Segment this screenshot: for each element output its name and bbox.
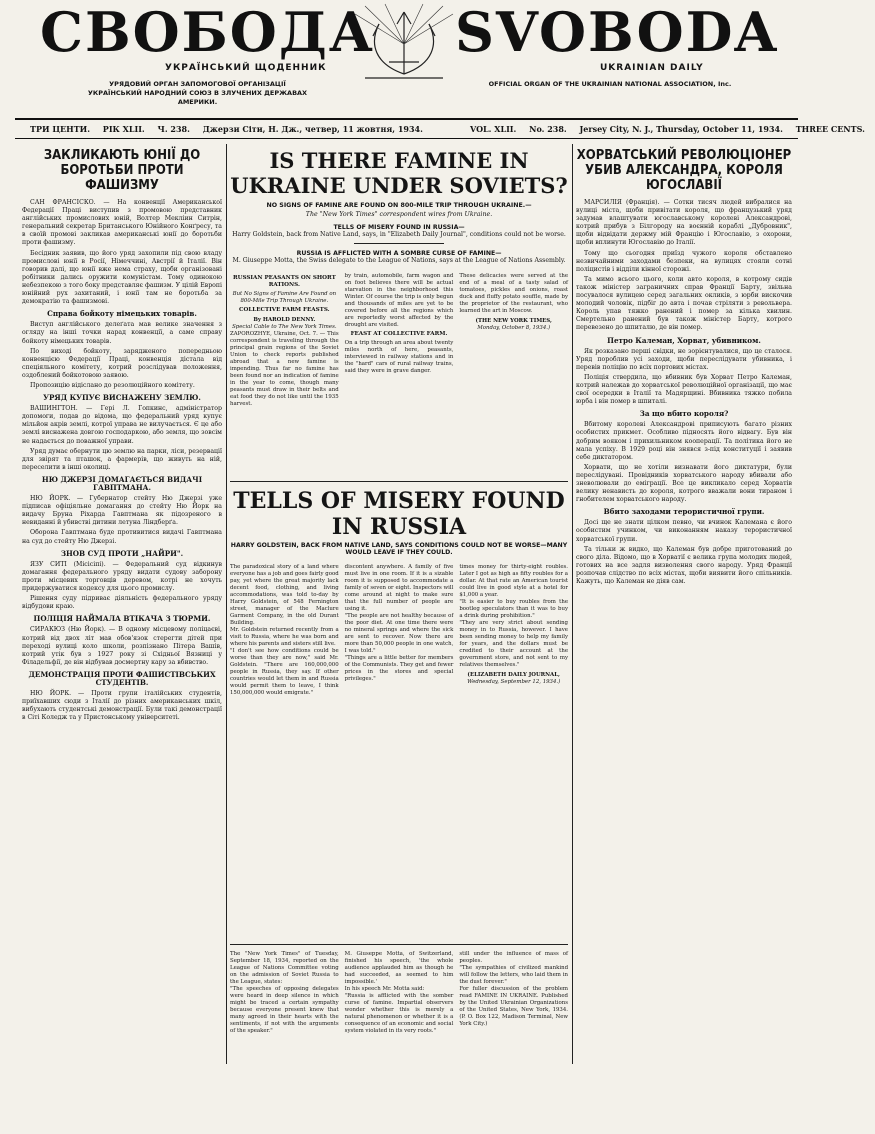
volume-uk: РІК XLII.	[102, 124, 145, 134]
article-paragraph: "Things are a little better for members of the Communists. They get and fewer prices in the stores and special privileges."	[344, 655, 454, 682]
number-uk: Ч. 238.	[157, 124, 190, 134]
secondary-deck: HARRY GOLDSTEIN, BACK FROM NATIVE LAND, SAYS CONDITIONS COULD NOT BE WORSE—MANY WOULD LEAVE IF THEY COULD.	[230, 542, 568, 556]
special-cable: Special Cable to The New York Times.	[232, 324, 337, 330]
number-en: No. 238.	[529, 124, 567, 134]
article-paragraph: "The sympathies of civilized mankind will follow the letters, who laid them in the dust forever."	[459, 965, 569, 985]
article-paragraph: Тому що сьогодня приїзд чужого короля обставлено незвичайними заходами безпеки, на вулицях стояли сотні поліцистів і відділи кінної сторожі.	[576, 249, 792, 273]
dateline-rule	[15, 138, 798, 139]
dateline-ukrainian	[30, 124, 433, 134]
article-paragraph: СИРАКЮЗ (Ню Йорк). — В одному місцевому поліцаєві, котрий від двох літ мав обов'язок стерегти дітей при переході вулиці коло школи, розпізнано Пітера Вашів, котрий утік був з 1927 року зі Східньої Вязниці у Філадельфії, де він відбував досмертну кару за вбивство.	[22, 626, 222, 666]
official-organ-english: OFFICIAL ORGAN OF THE UKRAINIAN NATIONAL ASSOCIATION, Inc.	[488, 80, 732, 88]
column-divider	[226, 144, 227, 1064]
subdeck-body: Harry Goldstein, back from Native Land, says, in "Elizabeth Daily Journal", conditions could not be worse.	[232, 231, 566, 238]
main-deck-italic: The "New York Times" correspondent wires from Ukraine.	[305, 211, 493, 218]
article-paragraph: ВАШИНГТОН. — Гері Л. Гопкинс, адміністратор допомоги, подав до відома, що федеральний уряд купує мільйон акрів землі, котрої управа не вилучається. Є це або землі виснажена довгою господаркою, або земля, що зовсім не надається до поважної управи.	[22, 405, 222, 445]
article-column	[459, 273, 568, 473]
left-column	[22, 148, 222, 1063]
article-paragraph: НЮ ЙОРК. — Губернатор стейту Ню Джерзі уже підписав офіціяльне домагання до стейту Ню Йорк на видачу Бруна Ріхарда Гавптмана як підозреного в невиданні й убивстві дитини летуна Ліндберґа.	[22, 495, 222, 527]
article-paragraph: Поліція ствердила, що вбивник був Хорват Петро Калеман, котрий належав до хорватської революційної організації, що має свої осередки в Італії та Мадярщині. Вбивника тяжко побила юрба і він помер в шпиталі.	[576, 373, 792, 406]
article-paragraph: Як розказано перші свідки, не зорієнтувалися, що це сталося. Уряд пороблив усі заходи, щоби переслідувати убивника, і перевів поліцію по всіх портових містах.	[576, 347, 792, 371]
article-paragraph: "It is easier to buy roubles from the bootleg speculators than it was to buy a drink during prohibition."	[459, 599, 569, 619]
price-uk: ТРИ ЦЕНТИ.	[30, 124, 90, 134]
article-paragraph: On a trip through an area about twenty miles north of here, peasants, interviewed in railway stations and in the "hard" cars of rural railway trains, said they were in grave danger.	[344, 340, 454, 374]
subheading: Справа бойкоту німецьких товарів.	[47, 309, 197, 319]
article-paragraph: ЯЗУ СИТІ (Місісіпі). — Федеральний суд відкинув домагання федерального уряду видати судову заборону проти місцевих торговців деревом, котрі не хочуть придержуватися кодексу для цього промислу.	[22, 560, 222, 593]
source-date: Monday, October 8, 1934.)	[477, 325, 551, 331]
article-column	[345, 564, 454, 934]
official-organ-ukrainian: УРЯДОВИЙ ОРГАН ЗАПОМОГОВОЇ ОРГАНІЗАЦІЇ УКРАЇНСЬКИЙ НАРОДНИЙ СОЮЗ В ЗЛУЧЕНИХ ДЕРЖАВАХ АМЕРИКИ.	[87, 80, 308, 106]
article-paragraph: Рішення суду підриває діяльність федерального уряду відбудови краю.	[22, 595, 222, 611]
subheading: ПОЛІЦІЯ НАЙМАЛА ВТІКАЧА З ТЮРМИ.	[33, 614, 211, 624]
main-headline: IS THERE FAMINE IN UKRAINE UNDER SOVIETS?	[230, 148, 568, 198]
article-column	[459, 951, 568, 1134]
masthead-subtitle-ukrainian: УКРАЇНСЬКИЙ ЩОДЕННИК	[165, 63, 327, 73]
subheading: ЗНОВ СУД ПРОТИ „НАЙРИ".	[60, 548, 184, 558]
article-paragraph: Хорвати, що не хотіли визнавати його диктатури, були переслідувані. Провідників хорватського народу вбивали або зневолювали до еміграції. Все це викликало серед Хорватів велику ненависть до короля, котрого вважали вони тираном і гнобителем хорватського народу.	[576, 463, 792, 504]
article-paragraph: ZAPOROZHYE, Ukraine, Oct. 7. — This correspondent is traveling through the principal grain regions of the Soviet Union to check reports published abroad that a new famine is impending. Thus far no famine has been found nor an indication of famine in the year to come, though many peasants must draw in their belts and eat food they do not like until the 1935 harvest.	[230, 331, 339, 407]
article-paragraph: Бесідник заявив, що його уряд захопили під свою владу промислові юнії в Росії, Німеччині, Австрії й Італії. Він говорив далі, що юнії вже нема страху, щоби організовані робітники дались оружити комуністам. Тому одинокою небезпекою з того боку представляє фашизм. У цілій Европі юнійний рух захитаний, і юнії там не боротьба за демократію та фашизмові.	[22, 249, 222, 306]
right-column	[576, 148, 792, 1063]
article-paragraph: Пропозицію відіслано до резолюційного комітету.	[30, 381, 195, 389]
left-headline: ЗАКЛИКАЮТЬ ЮНІЇ ДО БОРОТЬБИ ПРОТИ ФАШИЗМУ	[43, 148, 201, 193]
article-paragraph: The paradoxical story of a land where everyone has a job and goes fairly good pay, yet where the great majority lack decent food, clothing, and living accommodations, was told to-day by Harry Goldstein, of 548 Fernington street, manager of the Maclure Garment Company, in the old Durant Building.	[230, 564, 339, 626]
price-en: THREE CENTS.	[795, 124, 865, 134]
article-column	[230, 273, 339, 473]
right-headline: ХОРВАТСЬКИЙ РЕВОЛЮЦІОНЕР УБИВ АЛЕКСАНДРА, КОРОЛЯ ЮГОСЛАВІЇ	[576, 148, 792, 193]
column-headline: FEAST AT COLLECTIVE FARM.	[350, 331, 448, 337]
article-paragraph: For fuller discussion of the problem read FAMINE IN UKRAINE. Published by the United Ukrainian Organizations of the United States, New York, 1934. (P. O. Box 122, Madison Terminal, New York City.)	[459, 986, 569, 1027]
subheading: За що вбито короля?	[639, 409, 729, 419]
article-paragraph: "The speeches of opposing delegates were heard in deep silence in which might be traced a certain sympathy because everyone present knew that many agreed in their hearts with the sentiments, if not with the arguments of the speaker."	[230, 986, 339, 1034]
times-article	[230, 273, 568, 473]
article-paragraph: НЮ ЙОРК. — Проти групи італійських студентів, приїхавших сюди з Італії до різних американських шкіл, вибухають студентські демонстрації. Були такі демонстрації в Сіті Коледж та у Пристонському університеті.	[22, 690, 222, 722]
subheading: ДЕМОНСТРАЦІЯ ПРОТИ ФАШИСТІВСЬКИХ СТУДЕНТІВ.	[28, 669, 216, 687]
article-paragraph: discontent anywhere. A family of five must live in one room. If it is a sizable room it is supposed to accommodate a family of seven or eight. Inspectors will come around at night to make sure that the full number of people are using it.	[344, 564, 454, 612]
column-headline: COLLECTIVE FARM FEASTS.	[239, 307, 330, 313]
column-divider	[572, 144, 573, 1064]
article-paragraph: Та мимо всього цього, коли авто короля, в котрому сидів також міністер заграничних справ Франції Барту, звільна посувалося вулицею серед загальних окликів, з юрби вискочив молодий чоловік, підбіг до авта і почав стріляти з револьвера. Король упав тяжко ранений і помер за кілька хвилин. Смертельно ранений був також міністер Барту, котрого перевезено до шпиталю, де він помер.	[576, 275, 792, 332]
trident-emblem-icon	[345, 4, 463, 82]
article-paragraph: These delicacies were served at the end of a meal of a tasty salad of tomatoes, pickles and onions, roast duck and fluffy potato souffle, made by the proprietor of the restaurant, who learned the art in Moscow.	[459, 273, 569, 314]
source-date: Wednesday, September 12, 1934.)	[467, 679, 561, 685]
secondary-headline: TELLS OF MISERY FOUND IN RUSSIA	[230, 481, 568, 540]
masthead-title-english: SVOBODA	[455, 0, 779, 64]
article-paragraph: Досі ще не знати цілком певно, чи вчинок Калемана є його особистим учинком, чи виконанням наказу терористичної хорватської групи.	[576, 519, 792, 543]
article-paragraph: "The people are not healthy because of the poor diet. At one time there were no mineral springs and where the sick are sent to recover. Now there are more than 50,000 people in one watch, I was told."	[344, 613, 454, 654]
divider	[354, 243, 444, 244]
article-paragraph: In his speech Mr. Motta said:	[344, 986, 425, 992]
article-paragraph: "They are very strict about sending money in to Russia, however. I have been sending money to help my family for years, and the dollars must be credited to their account at the government store, and not sent to my relatives themselves."	[459, 620, 569, 668]
article-paragraph: "I don't see how conditions could be worse than they are now," said Mr. Goldstein. "There are 160,000,000 people in Russia, they say. If other countries would let them in and Russia would permit them to leave, I think 150,000,000 would emigrate."	[230, 648, 339, 696]
article-paragraph: times money for thirty-eight roubles. Later I got as high as fifty roubles for a dollar. At that rate an American tourist could live in good style at a hotel for $1,000 a year.	[459, 564, 569, 598]
article-paragraph: still under the influence of mass of peoples.	[459, 951, 569, 964]
article-column	[230, 951, 339, 1134]
masthead-subtitle-english: UKRAINIAN DAILY	[600, 63, 704, 73]
article-paragraph: МАРСИЛІЯ (Франція). — Сотки тисяч людей вибралися на вулиці міста, щоби привітати короля, що французький уряд задумав влаштувати югославському королеві Александрові, котрий прибув з Білгороду на воєнній кораблі „Дубровник", щоби відвідати держму мій Францію і Югославію, з охорони, щоби вплинути Югославію до Італії.	[576, 199, 792, 247]
subdeck-body: M. Giuseppe Motta, the Swiss delegate to the League of Nations, says at the League of Nations Assembly.	[232, 257, 566, 264]
subheading: НЮ ДЖЕРЗІ ДОМАГАЄТЬСЯ ВИДАЧІ ГАВПТМАНА.	[41, 474, 203, 492]
article-column	[459, 564, 568, 934]
article-paragraph: САН ФРАНСІСКО. — На конвенції Американської Федерації Праці виступив з промовою представник англійських промислових юній, Волтер Мекліин Ситрін, генеральний секретар Британського Юнійного Конґресу, та в своїй промові закликав американські юнії до боротьби проти фашизму.	[22, 199, 222, 247]
article-paragraph: "Russia is afflicted with the somber curse of famine. Impartial observers wonder whether this is merely a natural phenomenon or whether it is a consequence of an economic and social system violated in its very roots."	[344, 993, 454, 1034]
article-paragraph: Уряд думає обернути цю землю на парки, ліси, резервації для звірят та пташок, а фармерів, що живуть на ній, переселити в інші околиці.	[22, 447, 222, 471]
masthead-title-ukrainian: СВОБОДА	[40, 0, 375, 64]
subdeck-title: TELLS OF MISERY FOUND IN RUSSIA—	[333, 224, 465, 231]
article-paragraph: Вбитому королеві Александрові приписують багато різних особистих прикмет. Особливо підносять його відвагу. Був він добрим вояком і прихильником кооперації. Та політика його не мала успіху. В 1929 році він знявся з-під конституції і заявив себе диктатором.	[576, 421, 792, 461]
article-column	[230, 564, 339, 934]
column-headline: RUSSIAN PEASANTS ON SHORT RATIONS.	[232, 275, 336, 288]
article-paragraph: M. Giuseppe Motta, of Switzerland, finished his speech, 'the whole audience applauded him as though he had succeeded, as seemed to him impossible.'	[344, 951, 454, 985]
subheading: Вбито заходами терористичної групи.	[603, 507, 765, 517]
league-article	[230, 944, 568, 1134]
byline: By HAROLD DENNY.	[253, 317, 316, 323]
masthead-rule	[15, 118, 798, 120]
article-paragraph: by train, automobile, farm wagon and on foot believes there will be actual starvation in the neighborhood this Winter. Of course the trip is only begun and thousands of miles are yet to be covered before all the regions which are reportedly worst affected by the drought are visited.	[344, 273, 454, 328]
article-paragraph: The "New York Times" of Tuesday, September 18, 1934, reported on the League of Nations Committee voting on the admission of Soviet Russia to the League, states:	[230, 951, 339, 985]
article-column	[345, 273, 454, 473]
center-column	[230, 148, 568, 1063]
subdeck-title: RUSSIA IS AFFLICTED WITH A SOMBRE CURSE OF FAMINE—	[296, 250, 502, 257]
place-date-en: Jersey City, N. J., Thursday, October 11, 1934.	[579, 124, 783, 134]
column-subhead: But No Signs of Famine Are Found on 800-Mile Trip Through Ukraine.	[232, 291, 337, 304]
article-paragraph: Та тільки ж видко, що Калеман був добре приготований до свого діла. Відомо, що в Хорватії є велика група молодих людей, готових на все задля визволення свого народу. Уряд Франції розпочав слідство по всіх містах, щоби виявити його спільників. Кажуть, що Калеман не діяв сам.	[576, 545, 792, 586]
place-date-uk: Джерзи Сіти, Н. Дж., четвер, 11 жовтня, 1934.	[202, 124, 423, 134]
subheading: УРЯД КУПУЄ ВИСНАЖЕНУ ЗЕМЛЮ.	[43, 393, 201, 403]
article-paragraph: Виступ англійського делеґата мав велике значення з огляду на інші точки нарад конвенції, а саме справу бойкоту німецьких товарів.	[22, 321, 222, 345]
goldstein-article	[230, 564, 568, 934]
volume-en: VOL. XLII.	[470, 124, 517, 134]
source-credit: (THE NEW YORK TIMES,	[475, 318, 552, 324]
article-paragraph: Mr. Goldstein returned recently from a visit to Russia, where he was born and where his parents and sisters still live.	[230, 627, 339, 647]
main-deck: NO SIGNS OF FAMINE ARE FOUND ON 800-MILE TRIP THROUGH UKRAINE.—	[266, 202, 532, 209]
article-paragraph: Оборона Гавптмана буде противитися видачі Гавптмана на суд до стейту Ню Джерзі.	[22, 529, 222, 545]
article-paragraph: По виході бойкоту, зарядженого попередньою конвенцією Федерації Праці, конвенція дістала від спеціяльного комітету, котрий розслідував положення, оздоблений бойкотовою заявою.	[22, 347, 222, 379]
source-credit: (ELIZABETH DAILY JOURNAL,	[467, 672, 560, 678]
dateline-english	[470, 124, 875, 134]
article-column	[345, 951, 454, 1134]
subheading: Петро Калеман, Хорват, убивником.	[607, 335, 761, 345]
